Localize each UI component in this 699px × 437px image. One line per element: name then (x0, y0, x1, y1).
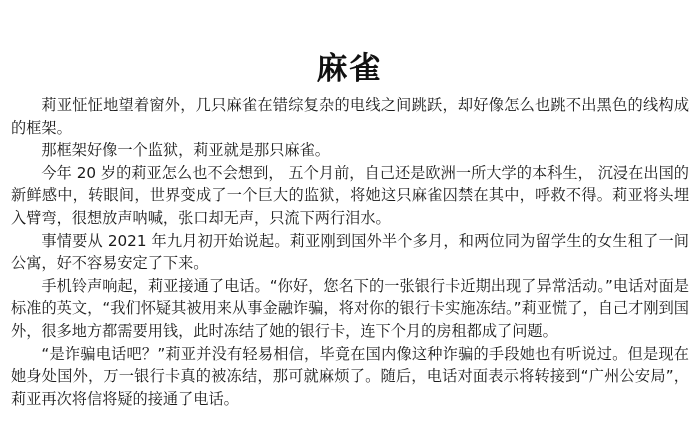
paragraph: 莉亚怔怔地望着窗外，几只麻雀在错综复杂的电线之间跳跃，却好像怎么也跳不出黑色的线构成的框架。 (11, 96, 689, 137)
paragraph: “是诈骗电话吧？”莉亚并没有轻易相信，毕竟在国内像这种诈骗的手段她也有听说过。但是现在她身处国外，万一银行卡真的被冻结，那可就麻烦了。随后，电话对面表示将转接到“广州公安局”，莉亚再次将信将疑的接通了电话。 (11, 344, 689, 408)
article-title: 麻雀 (316, 50, 383, 87)
article-body (11, 94, 689, 410)
paragraph: 今年 20 岁的莉亚怎么也不会想到， 五个月前，自己还是欧洲一所大学的本科生， 沉浸在出国的新鲜感中，转眼间，世界变成了一个巨大的监狱，将她这只麻雀囚禁在其中，呼救不得。莉亚将头埋入臂弯，很想放声呐喊，张口却无声，只流下两行泪水。 (11, 163, 689, 227)
paragraph: 那框架好像一个监狱，莉亚就是那只麻雀。 (41, 141, 330, 160)
paragraph: 事情要从 2021 年九月初开始说起。莉亚刚到国外半个多月，和两位同为留学生的女生租了一间公寓，好不容易安定了下来。 (11, 231, 689, 273)
paragraph: 手机铃声响起，莉亚接通了电话。“你好，您名下的一张银行卡近期出现了异常活动。”电话对面是标准的英文，“我们怀疑其被用来从事金融诈骗，将对你的银行卡实施冻结。”莉亚慌了，自己才刚到国外，很多地方都需要用钱，此时冻结了她的银行卡，连下个月的房租都成了问题。 (11, 276, 689, 340)
